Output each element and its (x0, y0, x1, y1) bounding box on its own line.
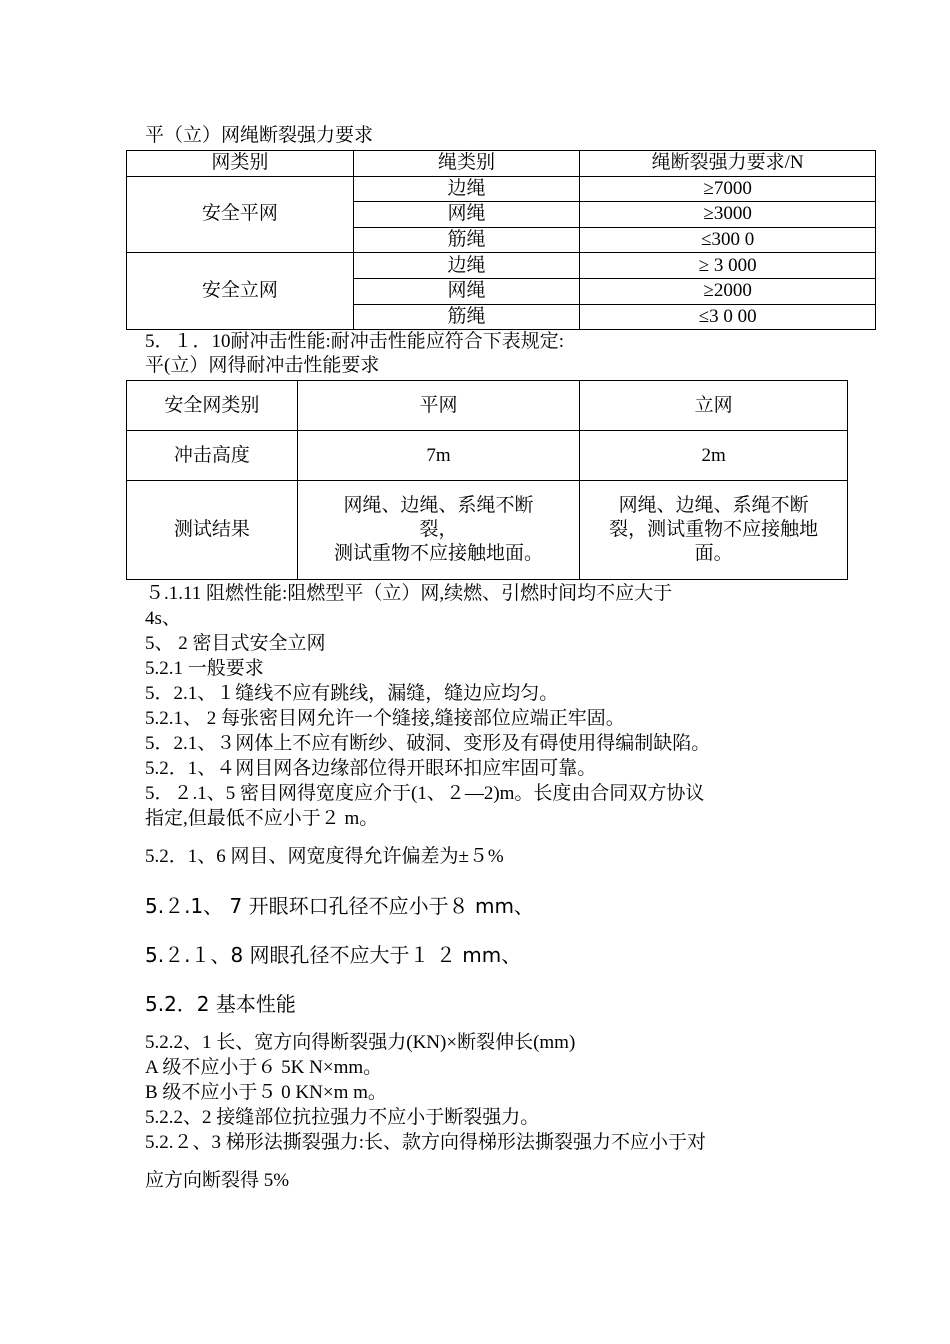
body-line: 4s、 (145, 608, 181, 629)
body-line: ５.1.11 阻燃性能:阻燃型平（立）网,续燃、引燃时间均不应大于 (145, 583, 673, 604)
rope-cell: 网绳 (353, 202, 580, 228)
table-row (127, 481, 848, 580)
cell-line: 裂， (419, 519, 458, 540)
header-cell: 网类别 (127, 151, 354, 177)
body-line: 5.2．1、6 网目、网宽度得允许偏差为±５% (145, 846, 504, 867)
section-heading: 5.2.1 一般要求 (145, 658, 264, 679)
flat-net-cell: 7m (297, 431, 580, 481)
body-line: 5.2.2、2 接缝部位抗拉强力不应小于断裂强力。 (145, 1107, 540, 1128)
body-line: 5.2.2、1 长、宽方向得断裂强力(KN)×断裂伸长(mm) (145, 1032, 576, 1053)
table1-caption: 平（立）网绳断裂强力要求 (145, 125, 374, 146)
vertical-net-cell (580, 481, 848, 580)
vertical-net-cell: 2m (580, 431, 848, 481)
header-cell: 绳断裂强力要求/N (580, 151, 876, 177)
rope-cell: 筋绳 (353, 304, 580, 330)
cell-line: 测试重物不应接触地面。 (334, 543, 544, 564)
cell-line: 网绳、边绳、系绳不断 (618, 495, 809, 516)
rope-strength-table (126, 150, 876, 330)
req-cell: ≥7000 (580, 176, 876, 202)
req-cell: ≥3000 (580, 202, 876, 228)
body-line: 5.2.1、 2 每张密目网允许一个缝接,缝接部位应端正牢固。 (145, 708, 625, 729)
rope-cell: 网绳 (353, 278, 580, 304)
body-line: 5.2．1、４网目网各边缘部位得开眼环扣应牢固可靠。 (145, 758, 597, 779)
table-header-row (127, 381, 848, 431)
section-heading: 5.2．2 基本性能 (145, 992, 296, 1016)
req-cell: ≥ 3 000 (580, 253, 876, 279)
table2-caption: 平(立）网得耐冲击性能要求 (145, 355, 380, 376)
cell-line: 网绳、边绳、系绳不断 (343, 495, 534, 516)
body-line: 5.２.１、8 网眼孔径不应大于１ ２ mm、 (145, 943, 522, 967)
body-line: 5．2.1、３网体上不应有断纱、破洞、变形及有碍使用得编制缺陷。 (145, 733, 711, 754)
header-cell: 安全网类别 (127, 381, 298, 431)
body-line: 5．2.1、１缝线不应有跳线，漏缝，缝边应均匀。 (145, 683, 559, 704)
row-label-cell: 冲击高度 (127, 431, 298, 481)
rope-cell: 边绳 (353, 253, 580, 279)
table-row (127, 176, 876, 202)
body-line: 5.２.1、 7 开眼环口孔径不应小于８ mm、 (145, 894, 534, 918)
category-cell: 安全立网 (127, 253, 354, 330)
rope-cell: 边绳 (353, 176, 580, 202)
para-5-1-10: 5．１．10耐冲击性能:耐冲击性能应符合下表规定: (145, 331, 565, 352)
body-line: 5．２.1、5 密目网得宽度应介于(1、２—2)m。长度由合同双方协议 (145, 783, 705, 804)
header-cell: 绳类别 (353, 151, 580, 177)
body-line: 5.2.２、3 梯形法撕裂强力:长、款方向得梯形法撕裂强力不应小于对 (145, 1132, 707, 1153)
table-row (127, 253, 876, 279)
category-cell: 安全平网 (127, 176, 354, 253)
body-line: 指定,但最低不应小于２ m。 (145, 808, 379, 829)
body-line: 应方向断裂得 5% (145, 1170, 290, 1191)
cell-line: 面。 (694, 543, 733, 564)
row-label-cell: 测试结果 (127, 481, 298, 580)
header-cell: 立网 (580, 381, 848, 431)
req-cell: ≥2000 (580, 278, 876, 304)
impact-performance-table (126, 380, 848, 580)
rope-cell: 筋绳 (353, 227, 580, 253)
body-line: A 级不应小于６ 5K N×mm。 (145, 1057, 383, 1078)
header-cell: 平网 (297, 381, 580, 431)
section-heading: 5、 2 密目式安全立网 (145, 633, 326, 654)
table-row (127, 431, 848, 481)
flat-net-cell (297, 481, 580, 580)
cell-line: 裂，测试重物不应接触地 (609, 519, 819, 540)
body-line: B 级不应小于５ 0 KN×m m。 (145, 1082, 387, 1103)
table-header-row (127, 151, 876, 177)
req-cell: ≤300 0 (580, 227, 876, 253)
req-cell: ≤3 0 00 (580, 304, 876, 330)
